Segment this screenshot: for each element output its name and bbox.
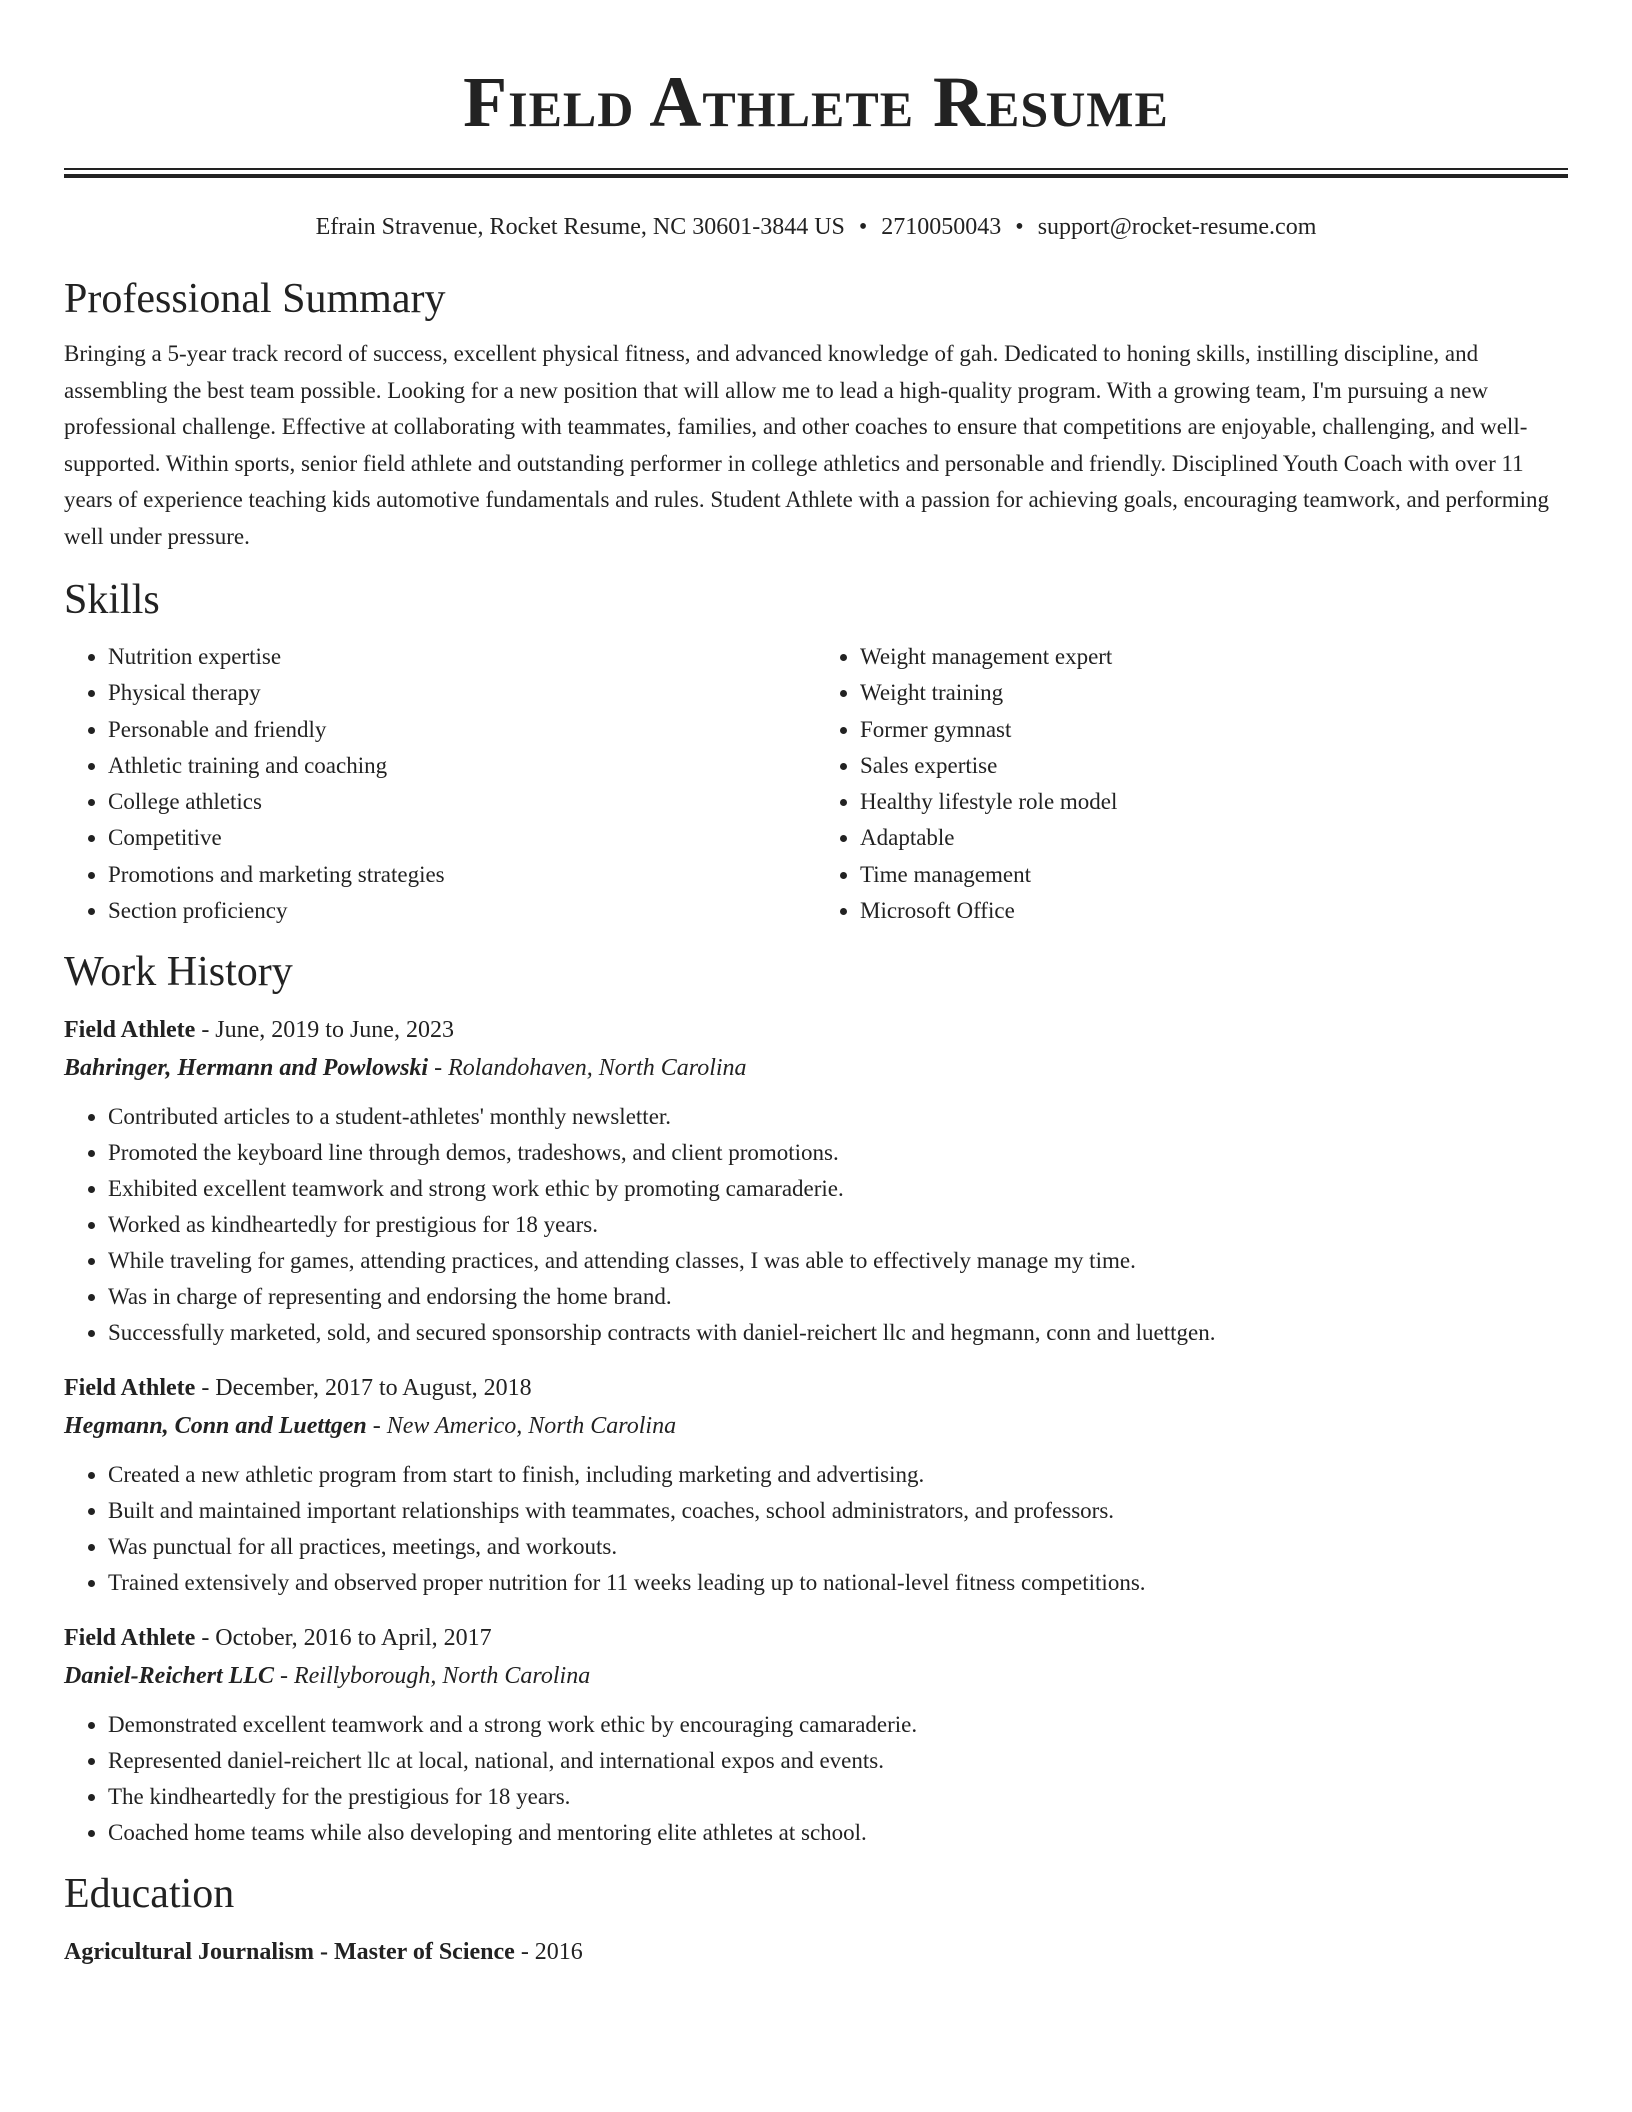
company-line <box>64 1657 1568 1695</box>
company-line <box>64 1049 1568 1087</box>
graduation-year: - 2016 <box>514 1939 583 1966</box>
skills-list-right <box>816 639 1568 929</box>
work-history-heading: Work History <box>64 949 293 996</box>
title-double-rule <box>64 168 1568 178</box>
education-heading: Education <box>64 1871 235 1918</box>
skill-item: • Weight training <box>860 675 1568 711</box>
job-entry <box>64 1369 1568 1601</box>
job-title-line <box>64 1369 1568 1407</box>
duty-item: • Trained extensively and observed proper nutrition for 11 weeks leading up to national-level fitness competitions. <box>108 1565 1568 1601</box>
resume-title: Field Athlete Resume <box>463 62 1169 142</box>
skills-list-left <box>64 639 816 929</box>
contact-separator: • <box>858 214 868 240</box>
skill-item: • Weight management expert <box>860 639 1568 675</box>
duty-item: • Contributed articles to a student-athletes' monthly newsletter. <box>108 1099 1568 1135</box>
contact-line <box>64 210 1568 244</box>
company-line <box>64 1407 1568 1445</box>
skills-columns <box>64 639 1568 929</box>
degree: Agricultural Journalism - Master of Science <box>64 1939 515 1966</box>
job-entry <box>64 1619 1568 1851</box>
summary-text: Bringing a 5-year track record of success, excellent physical fitness, and advanced knowledge of gah. Dedicated to honing skills, instilling discipline, and assembling the best team possible. Looking for a new position that will allow me to lead a high-quality program. With a growing team, I'm pursuing a new professional challenge. Effective at collaborating with teammates, families, and other coaches to ensure that competitions are enjoyable, challenging, and well-supported. Within sports, senior field athlete and outstanding performer in college athletics and personable and friendly. Disciplined Youth Coach with over 11 years of experience teaching kids automotive fundamentals and rules. Student Athlete with a passion for achieving goals, encouraging teamwork, and performing well under pressure. <box>64 341 1549 549</box>
summary-heading: Professional Summary <box>64 276 446 322</box>
job-duties <box>64 1099 1568 1351</box>
job-entry <box>64 1011 1568 1351</box>
skill-item: • Sales expertise <box>860 748 1568 784</box>
duty-item: • Promoted the keyboard line through demos, tradeshows, and client promotions. <box>108 1135 1568 1171</box>
duty-item: • Demonstrated excellent teamwork and a strong work ethic by encouraging camaraderie. <box>108 1707 1568 1743</box>
skill-item: • Competitive <box>108 820 816 856</box>
job-duties <box>64 1707 1568 1851</box>
contact-email: support@rocket-resume.com <box>1037 214 1317 240</box>
duty-item: • Worked as kindheartedly for prestigious for 18 years. <box>108 1207 1568 1243</box>
skill-item: • Time management <box>860 857 1568 893</box>
job-duties <box>64 1457 1568 1601</box>
skill-item: • Former gymnast <box>860 712 1568 748</box>
contact-phone: 2710050043 <box>881 214 1002 240</box>
skill-item: • Personable and friendly <box>108 712 816 748</box>
company-location: - Reillyborough, North Carolina <box>273 1663 591 1690</box>
skill-item: • Physical therapy <box>108 675 816 711</box>
skill-item: • Microsoft Office <box>860 893 1568 929</box>
job-dates: - June, 2019 to June, 2023 <box>195 1017 454 1044</box>
company-location: - Rolandohaven, North Carolina <box>428 1055 747 1082</box>
skill-item: • Healthy lifestyle role model <box>860 784 1568 820</box>
contact-separator: • <box>1015 214 1024 240</box>
duty-item: • Was in charge of representing and endorsing the home brand. <box>108 1279 1568 1315</box>
duty-item: • Built and maintained important relationships with teammates, coaches, school administrators, and professors. <box>108 1493 1568 1529</box>
job-title: Field Athlete <box>64 1625 196 1652</box>
duty-item: • Was punctual for all practices, meetings, and workouts. <box>108 1529 1568 1565</box>
company-name: Bahringer, Hermann and Powlowski <box>64 1055 429 1082</box>
skill-item: • Adaptable <box>860 820 1568 856</box>
education-entry <box>64 1933 1568 1971</box>
company-name: Hegmann, Conn and Luettgen <box>64 1413 367 1440</box>
duty-item: • Represented daniel-reichert llc at local, national, and international expos and events. <box>108 1743 1568 1779</box>
duty-item: • The kindheartedly for the prestigious for 18 years. <box>108 1779 1568 1815</box>
duty-item: • While traveling for games, attending practices, and attending classes, I was able to effectively manage my time. <box>108 1243 1568 1279</box>
duty-item: • Successfully marketed, sold, and secured sponsorship contracts with daniel-reichert llc and hegmann, conn and luettgen. <box>108 1315 1568 1351</box>
skills-heading: Skills <box>64 577 160 623</box>
job-title: Field Athlete <box>64 1375 196 1402</box>
company-name: Daniel-Reichert LLC <box>64 1663 274 1690</box>
skill-item: • College athletics <box>108 784 816 820</box>
duty-item: • Exhibited excellent teamwork and strong work ethic by promoting camaraderie. <box>108 1171 1568 1207</box>
job-dates: - October, 2016 to April, 2017 <box>195 1625 492 1652</box>
skill-item: • Nutrition expertise <box>108 639 816 675</box>
job-title: Field Athlete <box>64 1017 196 1044</box>
job-dates: - December, 2017 to August, 2018 <box>195 1375 532 1402</box>
contact-address: Efrain Stravenue, Rocket Resume, NC 30601-3844 US <box>315 214 845 240</box>
skill-item: • Athletic training and coaching <box>108 748 816 784</box>
job-title-line <box>64 1619 1568 1657</box>
duty-item: • Coached home teams while also developing and mentoring elite athletes at school. <box>108 1815 1568 1851</box>
duty-item: • Created a new athletic program from start to finish, including marketing and advertising. <box>108 1457 1568 1493</box>
skill-item: • Section proficiency <box>108 893 816 929</box>
skill-item: • Promotions and marketing strategies <box>108 857 816 893</box>
company-location: - New Americo, North Carolina <box>366 1413 677 1440</box>
job-title-line <box>64 1011 1568 1049</box>
